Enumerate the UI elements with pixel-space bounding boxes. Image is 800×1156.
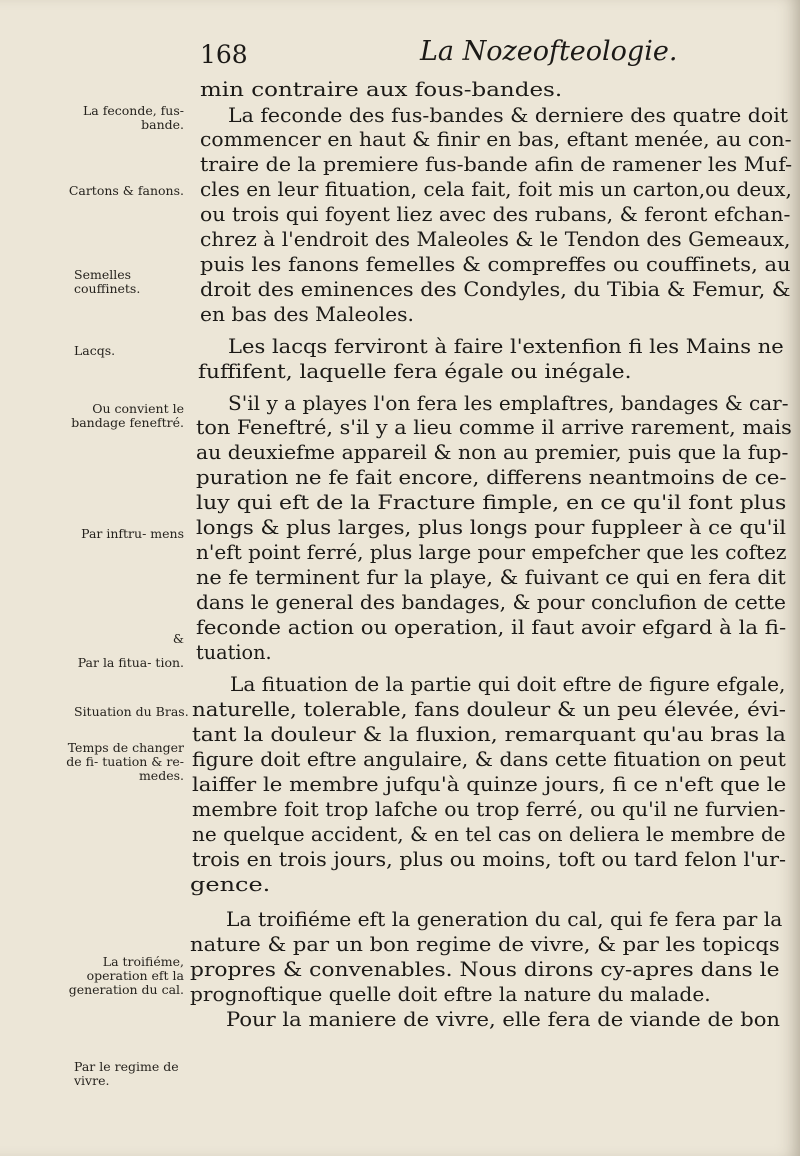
page-number: 168 bbox=[200, 40, 248, 69]
margin-note: Temps de changer de fi- tuation & re- medes. bbox=[66, 740, 184, 783]
margin-note: Lacqs. bbox=[74, 343, 116, 358]
text-line: en bas des Maleoles. bbox=[200, 303, 414, 326]
text-line: membre foit trop lafche ou trop ferré, ou qu'il ne furvien- bbox=[192, 798, 786, 821]
text-line: fuffifent, laquelle fera égale ou inégale. bbox=[198, 360, 632, 383]
text-line: longs & plus larges, plus longs pour fuppleer à ce qu'il bbox=[196, 516, 787, 539]
text-line: Pour la maniere de vivre, elle fera de viande de bon bbox=[226, 1008, 781, 1031]
text-line: trois en trois jours, plus ou moins, toft ou tard felon l'ur- bbox=[192, 848, 787, 871]
text-line: S'il y a playes l'on fera les emplaftres, bandages & car- bbox=[228, 392, 789, 415]
text-line: Les lacqs ferviront à faire l'extenfion fi les Mains ne bbox=[228, 335, 784, 358]
text-line: chrez à l'endroit des Maleoles & le Tendon des Gemeaux, bbox=[200, 228, 791, 251]
text-line: ne quelque accident, & en tel cas on deliera le membre de bbox=[192, 823, 786, 846]
text-line: feconde action ou operation, il faut avoir efgard à la fi- bbox=[196, 616, 787, 639]
text-line: min contraire aux fous-bandes. bbox=[200, 78, 563, 101]
text-line: tuation. bbox=[196, 641, 272, 664]
text-line: droit des eminences des Condyles, du Tibia & Femur, & bbox=[200, 278, 791, 301]
margin-note: Situation du Bras. bbox=[74, 704, 189, 719]
margin-note: La feconde, fus-bande. bbox=[83, 103, 184, 132]
text-line: puration ne fe fait encore, differens neantmoins de ce- bbox=[196, 466, 787, 489]
text-line: n'eft point ferré, plus large pour empefcher que les coftez bbox=[196, 541, 787, 564]
margin-note: & bbox=[172, 631, 184, 646]
text-line: commencer en haut & finir en bas, eftant menée, au con- bbox=[200, 128, 792, 151]
text-line: gence. bbox=[190, 873, 271, 896]
running-title: La Nozeofteologie. bbox=[420, 36, 678, 67]
text-line: luy qui eft de la Fracture fimple, en ce qu'il font plus bbox=[196, 491, 787, 514]
text-line: cles en leur fituation, cela fait, foit mis un carton,ou deux, bbox=[200, 178, 792, 201]
margin-note: La troifiéme, operation eft la generation du cal. bbox=[68, 954, 184, 997]
margin-note: Par la fitua- tion. bbox=[77, 655, 184, 670]
text-line: La fituation de la partie qui doit eftre de figure efgale, bbox=[230, 673, 786, 696]
margin-note: Par le regime de vivre. bbox=[74, 1059, 179, 1088]
text-line: La troifiéme eft la generation du cal, qui fe fera par la bbox=[226, 908, 783, 931]
margin-note: Semelles couffinets. bbox=[74, 267, 141, 296]
text-line: au deuxiefme appareil & non au premier, puis que la fup- bbox=[196, 441, 789, 464]
text-line: prognoftique quelle doit eftre la nature du malade. bbox=[190, 983, 711, 1006]
text-line: figure doit eftre angulaire, & dans cette fituation on peut bbox=[192, 748, 786, 771]
text-line: ou trois qui foyent liez avec des rubans, & feront efchan- bbox=[200, 203, 791, 226]
text-line: nature & par un bon regime de vivre, & par les topicqs bbox=[190, 933, 780, 956]
margin-note: Cartons & fanons. bbox=[68, 183, 184, 198]
text-line: propres & convenables. Nous dirons cy-apres dans le bbox=[190, 958, 780, 981]
text-line: laiffer le membre jufqu'à quinze jours, fi ce n'eft que le bbox=[192, 773, 787, 796]
text-line: puis les fanons femelles & compreffes ou couffinets, au bbox=[200, 253, 791, 276]
margin-note: Par inftru- mens bbox=[81, 526, 184, 541]
text-line: dans le general des bandages, & pour conclufion de cette bbox=[196, 591, 786, 614]
text-line: La feconde des fus-bandes & derniere des quatre doit bbox=[228, 104, 789, 127]
text-line: naturelle, tolerable, fans douleur & un peu élevée, évi- bbox=[192, 698, 786, 721]
text-line: ne fe terminent fur la playe, & fuivant ce qui en fera dit bbox=[196, 566, 786, 589]
margin-note: Ou convient le bandage feneftré. bbox=[71, 401, 184, 430]
text-line: tant la douleur & la fluxion, remarquant qu'au bras la bbox=[192, 723, 786, 746]
text-line: traire de la premiere fus-bande afin de ramener les Muf- bbox=[200, 153, 793, 176]
text-line: ton Feneftré, s'il y a lieu comme il arrive rarement, mais bbox=[196, 416, 792, 439]
